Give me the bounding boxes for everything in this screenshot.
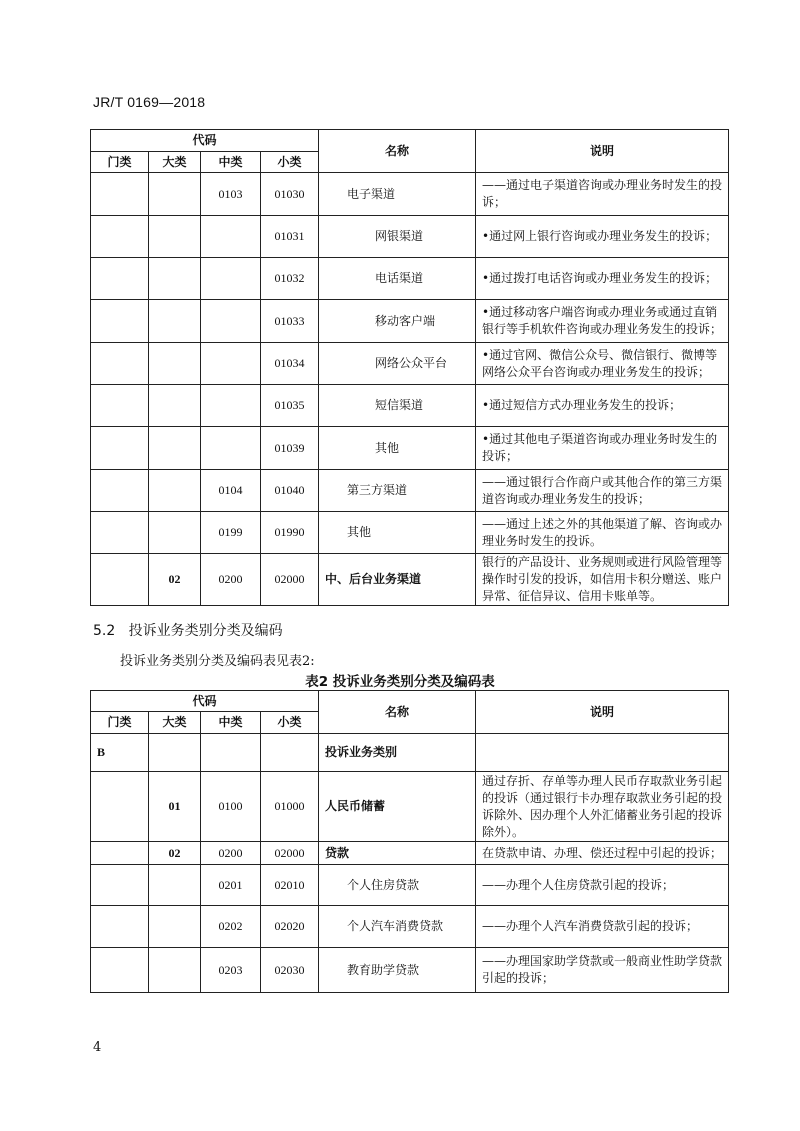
header-major: 大类	[149, 152, 201, 173]
table-row: 01031 网银渠道 •通过网上银行咨询或办理业务发生的投诉；	[91, 216, 729, 258]
table-row: 0199 01990 其他 ——通过上述之外的其他渠道了解、咨询或办理业务时发生的投诉。	[91, 512, 729, 554]
header-door: 门类	[91, 152, 149, 173]
business-category-table	[90, 690, 729, 993]
header-desc: 说明	[476, 691, 729, 734]
page-number: 4	[93, 1040, 102, 1055]
table-row: 0103 01030 电子渠道 ——通过电子渠道咨询或办理业务时发生的投诉；	[91, 173, 729, 216]
section-heading: 5.2 投诉业务类别分类及编码	[93, 623, 283, 639]
channel-code-table	[90, 129, 729, 606]
table-row: 0201 02010 个人住房贷款 ——办理个人住房贷款引起的投诉；	[91, 865, 729, 906]
section-body: 投诉业务类别分类及编码表见表2:	[120, 654, 315, 669]
table-row: 01 0100 01000 人民币储蓄 通过存折、存单等办理人民币存取款业务引起的投诉（通过银行卡办理存取款业务引起的投诉除外、因办理个人外汇储蓄业务引起的投诉除外）。	[91, 772, 729, 842]
header-desc: 说明	[476, 130, 729, 173]
table-caption: 表2 投诉业务类别分类及编码表	[305, 674, 495, 690]
table1-body	[91, 173, 729, 606]
header-name: 名称	[319, 691, 476, 734]
table2-body	[91, 734, 729, 993]
table-row: 01033 移动客户端 •通过移动客户端咨询或办理业务或通过直销银行等手机软件咨询或办理业务发生的投诉；	[91, 300, 729, 343]
table-row: 0203 02030 教育助学贷款 ——办理国家助学贷款或一般商业性助学贷款引起的投诉；	[91, 948, 729, 993]
table-row: 02 0200 02000 中、后台业务渠道 银行的产品设计、业务规则或进行风险管理等操作时引发的投诉，如信用卡积分赠送、账户异常、征信异议、信用卡账单等。	[91, 554, 729, 606]
header-door: 门类	[91, 712, 149, 734]
document-id: JR/T 0169—2018	[93, 94, 206, 110]
header-minor: 小类	[261, 712, 319, 734]
header-code: 代码	[91, 130, 319, 152]
table-row: 01035 短信渠道 •通过短信方式办理业务发生的投诉；	[91, 385, 729, 427]
header-mid: 中类	[201, 712, 261, 734]
table-row: 01039 其他 •通过其他电子渠道咨询或办理业务时发生的投诉；	[91, 427, 729, 470]
table-row: 0104 01040 第三方渠道 ——通过银行合作商户或其他合作的第三方渠道咨询或办理业务发生的投诉；	[91, 470, 729, 512]
header-code: 代码	[91, 691, 319, 712]
table-row: 0202 02020 个人汽车消费贷款 ——办理个人汽车消费贷款引起的投诉；	[91, 906, 729, 948]
table-row: B 投诉业务类别	[91, 734, 729, 772]
table-row: 01032 电话渠道 •通过拨打电话咨询或办理业务发生的投诉；	[91, 258, 729, 300]
header-mid: 中类	[201, 152, 261, 173]
table-row: 02 0200 02000 贷款 在贷款申请、办理、偿还过程中引起的投诉；	[91, 842, 729, 865]
header-major: 大类	[149, 712, 201, 734]
header-name: 名称	[319, 130, 476, 173]
table-row: 01034 网络公众平台 •通过官网、微信公众号、微信银行、微博等网络公众平台咨询或办理业务发生的投诉；	[91, 343, 729, 385]
header-minor: 小类	[261, 152, 319, 173]
